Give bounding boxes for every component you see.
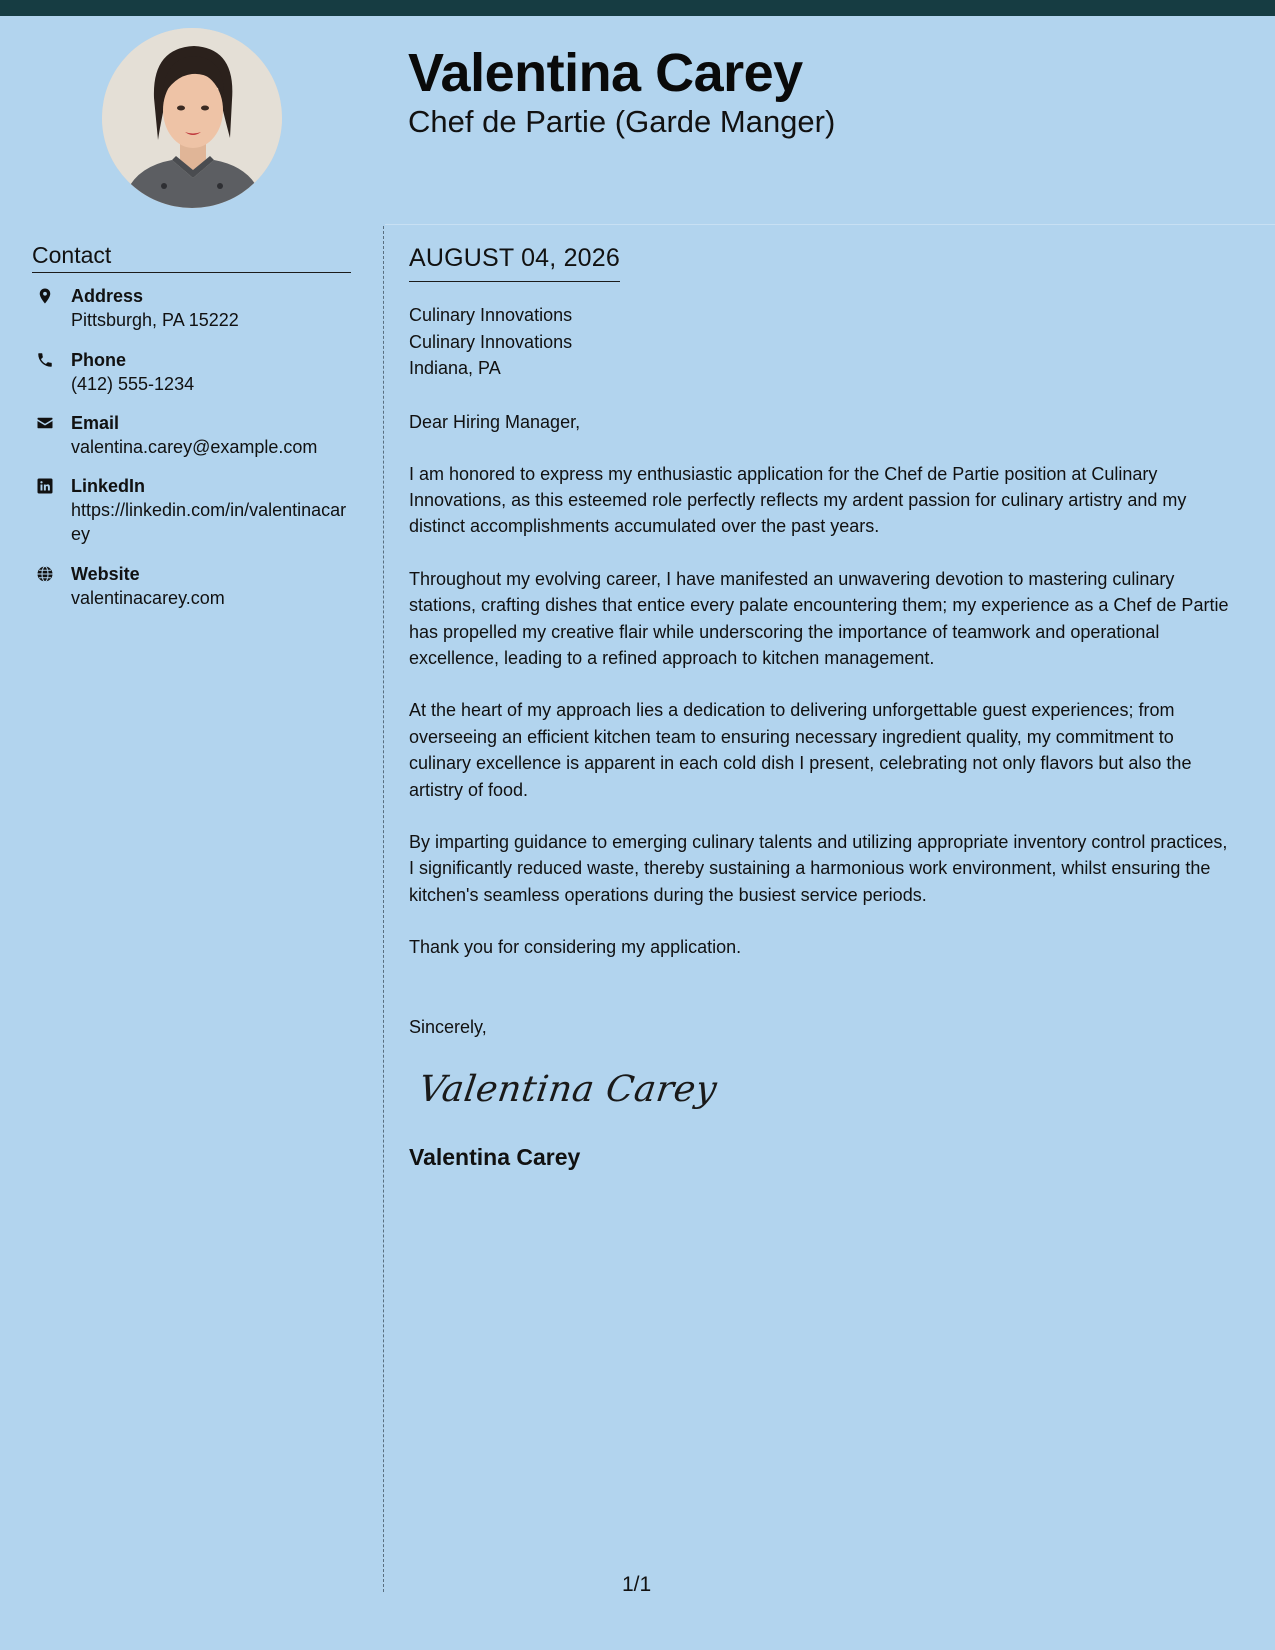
- recipient-location: Indiana, PA: [409, 358, 501, 378]
- email-label: Email: [71, 413, 120, 433]
- phone-icon: [36, 351, 54, 369]
- letter-date: AUGUST 04, 2026: [409, 241, 620, 282]
- linkedin-icon: [36, 477, 54, 495]
- profile-photo: [102, 28, 282, 208]
- contact-heading: Contact: [32, 241, 351, 273]
- body-paragraph: I am honored to express my enthusiastic application for the Chef de Partie position at Culinary Innovations, as this esteemed role perfectly reflects my ardent passion for culinary artistry and my distinct accomplishments accumulated over the past years.: [409, 463, 1187, 537]
- job-title: Chef de Partie (Garde Manger): [408, 104, 836, 139]
- body-paragraph: Throughout my evolving career, I have manifested an unwavering devotion to mastering culinary stations, crafting dishes that entice every palate encountering them; my experience as a Chef de Partie has propelled my creative flair while underscoring the importance of teamwork and operational excellence, leading to a refined approach to kitchen management.: [409, 568, 1229, 668]
- salutation: Dear Hiring Manager,: [409, 411, 581, 432]
- linkedin-value[interactable]: https://linkedin.com/in/valentinacarey: [71, 500, 347, 544]
- email-value[interactable]: valentina.carey@example.com: [71, 437, 318, 457]
- linkedin-label: LinkedIn: [71, 476, 146, 496]
- page-number: 1/1: [622, 1573, 652, 1596]
- globe-icon: [36, 565, 54, 583]
- recipient-name: Culinary Innovations: [409, 305, 573, 325]
- location-pin-icon: [36, 287, 54, 305]
- thanks-line: Thank you for considering my application.: [409, 937, 742, 958]
- body-paragraph: At the heart of my approach lies a dedication to delivering unforgettable guest experiences; from overseeing an efficient kitchen team to ensuring necessary ingredient quality, my commitment to culinary excellence is apparent in each cold dish I present, celebrating not only flavors but also the artistry of food.: [409, 700, 1192, 800]
- address-value: Pittsburgh, PA 15222: [71, 310, 239, 330]
- closing: Sincerely,: [409, 1017, 487, 1038]
- envelope-icon: [36, 414, 54, 432]
- header-divider: [385, 224, 1275, 225]
- address-label: Address: [71, 286, 144, 306]
- top-bar: [0, 0, 1275, 16]
- column-divider: [383, 226, 384, 1592]
- phone-label: Phone: [71, 350, 127, 370]
- applicant-name: Valentina Carey: [408, 43, 803, 103]
- website-label: Website: [71, 564, 140, 584]
- recipient-company: Culinary Innovations: [409, 331, 573, 352]
- body-paragraph: By imparting guidance to emerging culinary talents and utilizing appropriate inventory control practices, I significantly reduced waste, thereby sustaining a harmonious work environment, whilst ensuring the kitchen's seamless operations during the busiest service periods.: [409, 831, 1228, 905]
- letter-body: [409, 241, 1229, 1172]
- recipient-block: [409, 302, 1229, 382]
- handwritten-signature: Valentina Carey: [416, 1069, 720, 1111]
- phone-value: (412) 555-1234: [71, 374, 195, 394]
- signed-name: Valentina Carey: [409, 1144, 581, 1171]
- website-value[interactable]: valentinacarey.com: [71, 588, 225, 608]
